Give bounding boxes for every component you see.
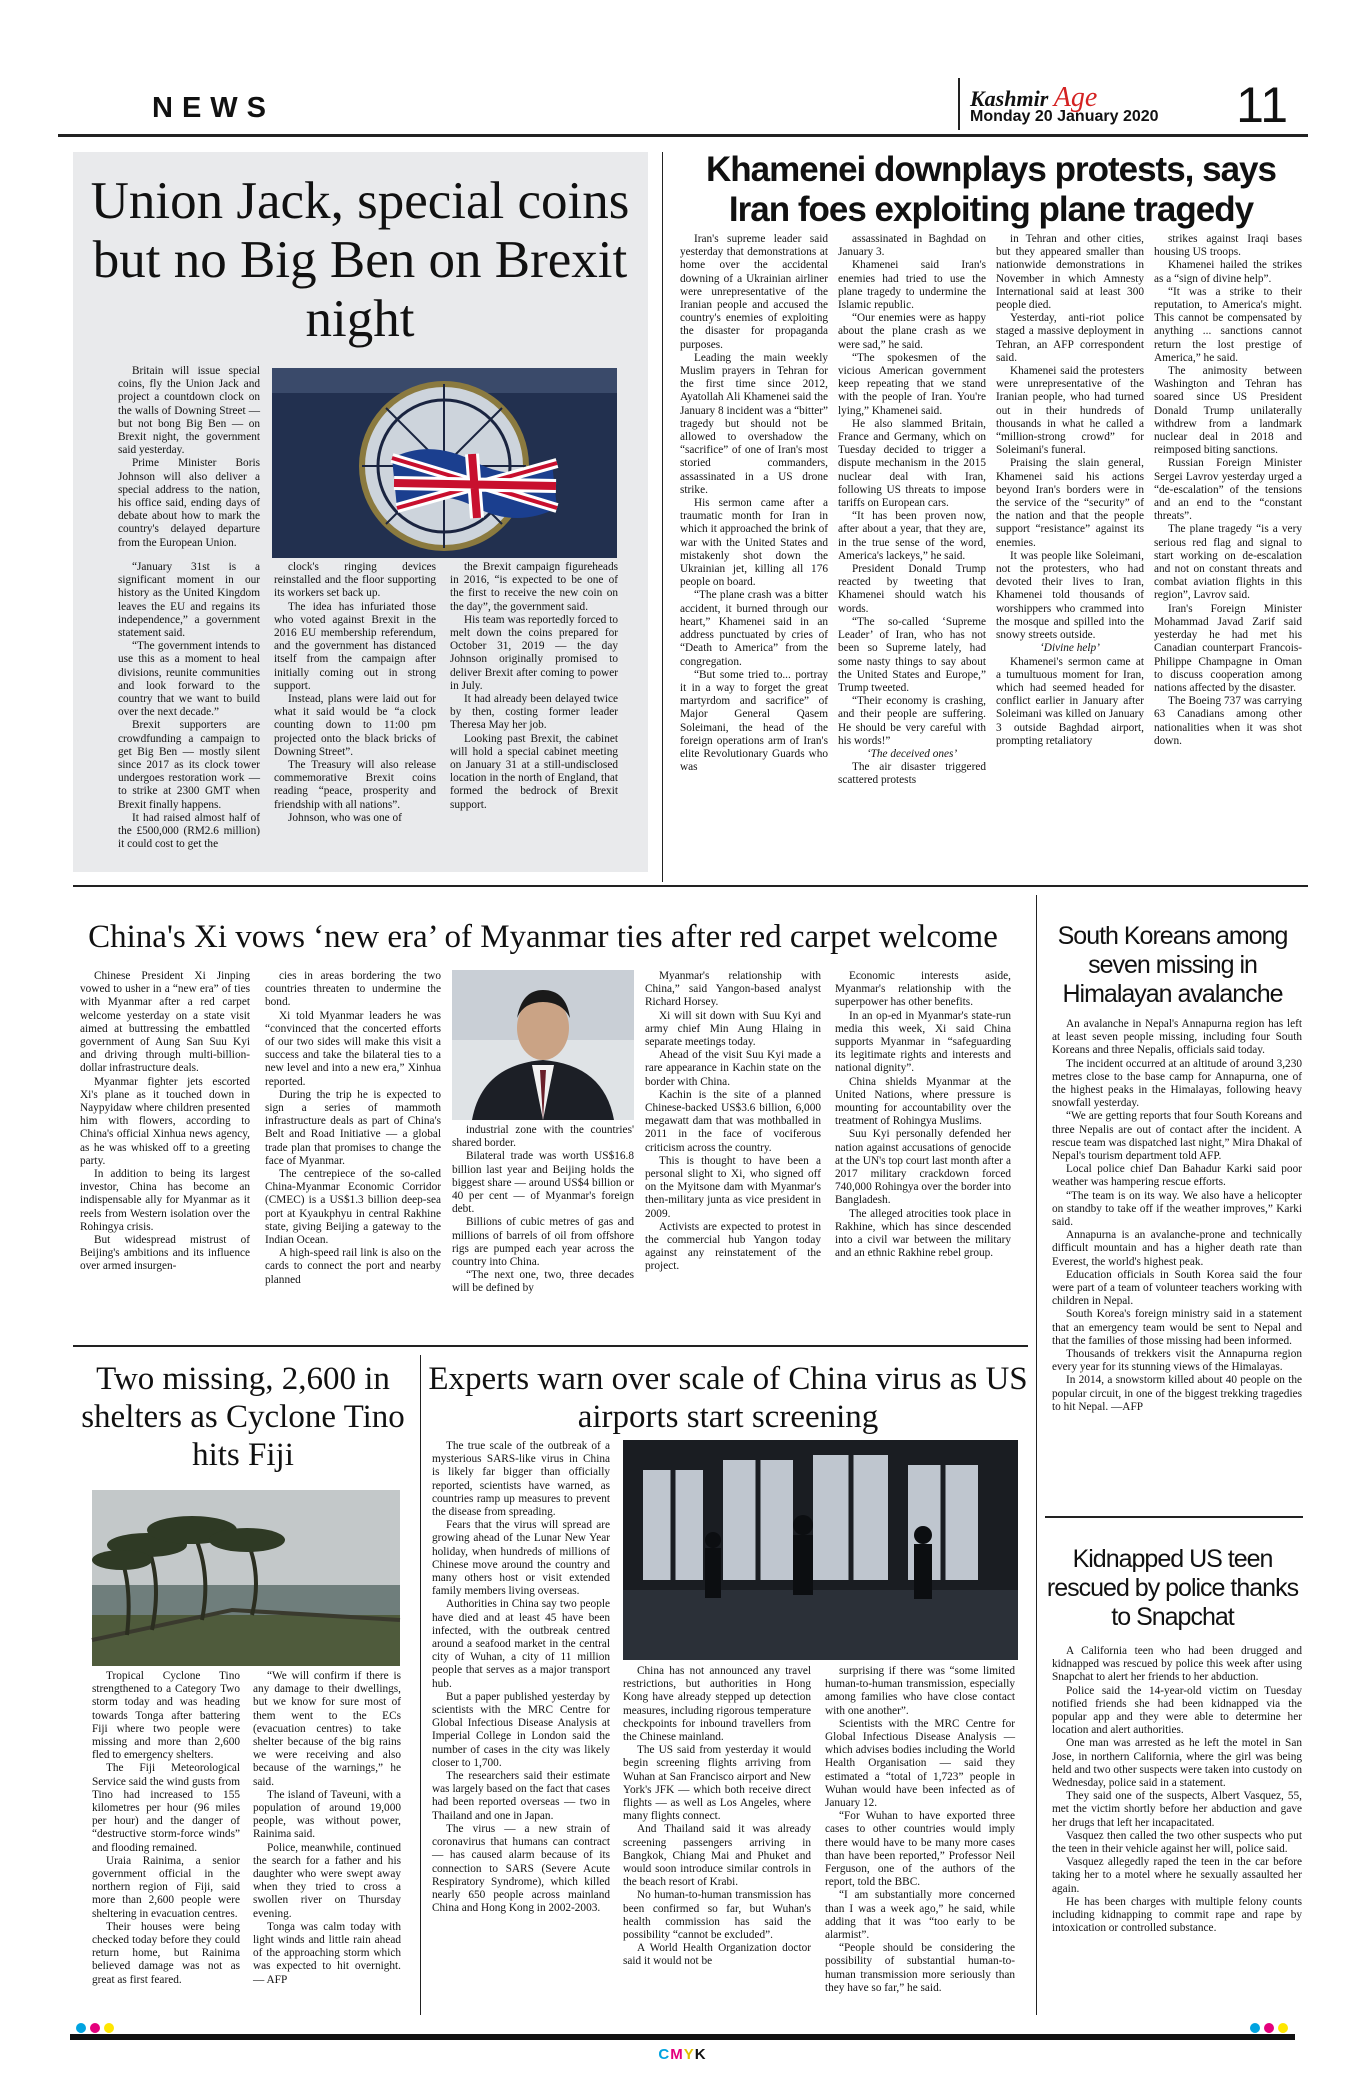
paragraph: industrial zone with the countries' shared border.	[452, 1124, 634, 1150]
paragraph: Yesterday, anti-riot police staged a massive deployment in Tehran, an AFP correspondent said.	[996, 312, 1144, 364]
paragraph: The virus — a new strain of coronavirus that humans can contract — has caused alarm because of its connection to SARS (Severe Acute Respiratory Syndrome), which killed nearly 650 people across mainland China and Hong Kong in 2002-2003.	[432, 1822, 610, 1915]
paragraph: But a paper published yesterday by scientists with the MRC Centre for Global Infectious Disease Analysis at Imperial College in London said the number of cases in the city was likely closer to 1,700.	[432, 1690, 610, 1769]
column-rule-3	[420, 1355, 421, 2015]
paragraph: Praising the slain general, Khamenei said his actions beyond Iran's borders were in the service of the “security” of the nation and that the people support “resistance” against its enemies.	[996, 457, 1144, 549]
paragraph: The idea has infuriated those who voted against Brexit in the 2016 EU membership referendum, and the government has distanced itself from the campaign after initially coming out in strong support.	[274, 600, 436, 692]
virus-col-1	[432, 1440, 610, 2015]
issue-date: Monday 20 January 2020	[970, 108, 1159, 125]
paragraph: Britain will issue special coins, fly the Union Jack and project a countdown clock on the walls of Downing Street — but not bong Big Ben — on Brexit night, the government said yesterday.	[118, 365, 260, 457]
row-rule-2	[73, 1345, 1028, 1347]
big-ben-clock-photo	[272, 368, 617, 558]
paragraph: President Donald Trump reacted by tweeting that Khamenei should watch his words.	[838, 563, 986, 615]
paragraph: And Thailand said it was already screening passengers arriving in Bangkok, Chiang Mai and Phuket and would soon introduce similar controls in the beach resort of Krabi.	[623, 1823, 811, 1889]
cmyk-mark: CMYK	[658, 2046, 707, 2063]
brexit-col-3	[450, 561, 618, 866]
paragraph: No human-to-human transmission has been confirmed so far, but Wuhan's health commission has said the possibility “cannot be excluded”.	[623, 1889, 811, 1942]
paragraph: A World Health Organization doctor said it would not be	[623, 1942, 811, 1968]
fiji-col-1	[92, 1670, 240, 2015]
paragraph: Billions of cubic metres of gas and millions of barrels of oil from offshore rigs are pumped each year across the country into China.	[452, 1216, 634, 1269]
paragraph: Prime Minister Boris Johnson will also deliver a special address to the nation, his office said, ending days of debate about how to mark the country's delayed departure from the European Union.	[118, 457, 260, 549]
paragraph: “It was a strike to their reputation, to America's might. This cannot be compensated by anything ... sanctions cannot return the lost prestige of America,” he said.	[1154, 285, 1302, 364]
paragraph: They said one of the suspects, Albert Vasquez, 55, met the victim shortly before her abduction and gave her drugs that left her incapacitated.	[1052, 1790, 1302, 1829]
paragraph: “The plane crash was a bitter accident, it burned through our heart,” Khamenei said in an address punctuated by cries of “Death to America” from the congregation.	[680, 589, 828, 668]
paragraph: Activists are expected to protest in the commercial hub Yangon today against any reinstatement of the project.	[645, 1220, 821, 1273]
paragraph: Fears that the virus will spread are growing ahead of the Lunar New Year holiday, when hundreds of millions of Chinese move around the country and many others host or visit extended family members living overseas.	[432, 1519, 610, 1598]
paragraph: Iran's supreme leader said yesterday that demonstrations at home over the accidental downing of a Ukrainian airliner were unrepresentative of the Iranian people and accused the country's enemies of exploiting the disaster for propaganda purposes.	[680, 233, 828, 351]
paragraph: Thousands of trekkers visit the Annapurna region every year for its stunning views of the Himalayas.	[1052, 1348, 1302, 1374]
brexit-col-1a	[118, 365, 260, 549]
paragraph: Suu Kyi personally defended her nation against accusations of genocide at the UN's top court last month after a 2017 military crackdown forced 740,000 Rohingya over the border into Bangladesh.	[835, 1128, 1011, 1207]
paragraph: Instead, plans were laid out for what it said would be “a clock counting down to 11:00 pm projected onto the black bricks of Downing Street”.	[274, 693, 436, 758]
paragraph: Their houses were being checked today before they could return home, but Rainima believed damage was not as great as first feared.	[92, 1920, 240, 1986]
paragraph: Uraia Rainima, a senior government official in the northern region of Fiji, said more than 2,600 people were sheltering in evacuation centres.	[92, 1854, 240, 1920]
paragraph: Chinese President Xi Jinping vowed to usher in a “new era” of ties with Myanmar after a red carpet welcome yesterday on a state visit aimed at buttressing the embattled government of Aung San Suu Kyi and driving through multi-billion-dollar infrastructure deals.	[80, 970, 250, 1075]
paragraph: Authorities in China say two people have died and at least 45 have been infected, with the outbreak centred around a seafood market in the central city of Wuhan, a city of 11 million people that serves as a major transport hub.	[432, 1598, 610, 1690]
paragraph: It had raised almost half of the £500,000 (RM2.6 million) it could cost to get the	[118, 811, 260, 851]
paragraph: the Brexit campaign figureheads in 2016, “is expected to be one of the first to receive the new coin on the day”, the government said.	[450, 561, 618, 613]
paragraph: An avalanche in Nepal's Annapurna region has left at least seven people missing, including four South Koreans and three Nepalis, officials said today.	[1052, 1018, 1302, 1057]
paragraph: “It has been proven now, after about a year, that they are, in the true sense of the word, America's lackeys,” he said.	[838, 510, 986, 562]
paragraph: A high-speed rail link is also on the cards to connect the port and nearby planned	[265, 1247, 441, 1286]
paragraph: Brexit supporters are crowdfunding a campaign to get Big Ben — mostly silent since 2017 as its clock tower undergoes restoration work — to strike at 2300 GMT when Brexit finally happens.	[118, 719, 260, 811]
paragraph: During the trip he is expected to sign a series of mammoth infrastructure deals as part of China's Belt and Road Initiative — a global trade plan that promises to change the face of Myanmar.	[265, 1088, 441, 1167]
paragraph: Russian Foreign Minister Sergei Lavrov yesterday urged a “de-escalation” of the tensions and an end to the “constant threats”.	[1154, 457, 1302, 523]
avalanche-col-1	[1052, 1018, 1302, 1488]
paragraph: The researchers said their estimate was largely based on the fact that cases had been reported overseas — two in Thailand and one in Japan.	[432, 1770, 610, 1822]
paragraph: clock's ringing devices reinstalled and the floor supporting its workers set back up.	[274, 561, 436, 600]
paragraph: Iran's Foreign Minister Mohammad Javad Zarif said yesterday he had met his Canadian counterpart Francois-Philippe Champagne in Oman to discuss cooperation among nations affected by the disaster.	[1154, 602, 1302, 694]
khamenei-col-4	[1154, 233, 1302, 881]
page-number: 11	[1236, 77, 1288, 133]
paragraph: “For Wuhan to have exported three cases to other countries would imply there would have to be many more cases than have been reported,” Professor Neil Ferguson, one of the authors of the report, told the BBC.	[825, 1810, 1015, 1889]
paragraph: Police, meanwhile, continued the search for a father and his daughter who were swept away when they tried to cross a swollen river on Thursday evening.	[253, 1841, 401, 1920]
paragraph: In addition to being its largest investor, China has become an indispensable ally for Myanmar as it reels from Western isolation over the Rohingya crisis.	[80, 1168, 250, 1233]
paragraph: “Our enemies were as happy about the plane crash as we were sad,” he said.	[838, 312, 986, 351]
cyan-mark-right	[1250, 2023, 1260, 2033]
paragraph: “The next one, two, three decades will be defined by	[452, 1269, 634, 1295]
paragraph: Looking past Brexit, the cabinet will hold a special cabinet meeting on January 31 at a still-undisclosed location in the north of England, that formed the bedrock of Brexit support.	[450, 732, 618, 811]
paragraph: A California teen who had been drugged and kidnapped was rescued by police this week after using Snapchat to alert her friends to her abduction.	[1052, 1645, 1302, 1684]
paragraph: “Their economy is crashing, and their people are suffering. He should be very careful with his words!”	[838, 695, 986, 747]
paragraph: Myanmar fighter jets escorted Xi's plane as it touched down in Naypyidaw where children presented him with flowers, according to China's official Xinhua news agency, as he was whisked off to a greeting party.	[80, 1075, 250, 1167]
paragraph: The Treasury will also release commemorative Brexit coins reading “peace, prosperity and friendship with all nations”.	[274, 759, 436, 811]
paragraph: “The team is on its way. We also have a helicopter on standby to take off if the weather improves,” Karki said.	[1052, 1189, 1302, 1229]
paragraph: ‘Divine help’	[1040, 642, 1100, 655]
paragraph: The true scale of the outbreak of a mysterious SARS-like virus in China is likely far bigger than officially reported, scientists have warned, as countries ramp up measures to prevent the disease from spreading.	[432, 1440, 610, 1519]
row-rule	[73, 885, 1308, 887]
xi-col-1	[80, 970, 250, 1338]
paragraph: ‘The deceived ones’	[866, 747, 958, 760]
paragraph: Economic interests aside, Myanmar's relationship with the superpower has other benefits.	[835, 970, 1011, 1009]
virus-col-3	[825, 1665, 1015, 2015]
brexit-col-1b	[118, 561, 260, 866]
paragraph: Education officials in South Korea said the four were part of a team of volunteer teachers working with children in Nepal.	[1052, 1268, 1302, 1308]
paragraph: surprising if there was “some limited human-to-human transmission, especially among families who have close contact with one another”.	[825, 1665, 1015, 1717]
virus-col-2	[623, 1665, 811, 2015]
section-label: NEWS	[152, 92, 275, 124]
right-column-rule	[1036, 895, 1037, 2015]
paragraph: The plane tragedy “is a very serious red flag and signal to start working on de-escalation and not on constant threats and combat aviation flights in this region”, Lavrov said.	[1154, 523, 1302, 602]
paragraph: In 2014, a snowstorm killed about 40 people on the popular circuit, in one of the biggest trekking tragedies to hit Nepal. —AFP	[1052, 1374, 1302, 1413]
paragraph: His sermon came after a traumatic month for Iran in which it approached the brink of war with the United States and mistakenly shot down the Ukrainian jet, killing all 176 people on board.	[680, 497, 828, 589]
paragraph: “I am substantially more concerned than I was a week ago,” he said, while adding that it was “too early to be alarmist”.	[825, 1889, 1015, 1942]
khamenei-col-3	[996, 233, 1144, 881]
paragraph: “People should be considering the possibility of substantial human-to-human transmission more seriously than they have so far,” he said.	[825, 1942, 1015, 1994]
paragraph: The animosity between Washington and Tehran has soared since US President Donald Trump unilaterally withdrew from a landmark nuclear deal in 2018 and reimposed biting sanctions.	[1154, 365, 1302, 457]
brexit-headline: Union Jack, special coins but no Big Ben on Brexit night	[90, 172, 630, 348]
fiji-col-2	[253, 1670, 401, 2015]
paragraph: Scientists with the MRC Centre for Global Infectious Disease Analysis — which advises bodies including the World Health Organisation — said they estimated a “total of 1,723” people in Wuhan would have been infected as of January 12.	[825, 1717, 1015, 1810]
paragraph: Police said the 14-year-old victim on Tuesday notified friends she had been kidnapped via the popular app and they were able to determine her location and alert authorities.	[1052, 1684, 1302, 1737]
paragraph: Annapurna is an avalanche-prone and technically difficult mountain and has a higher death rate than Everest, the world's highest peak.	[1052, 1229, 1302, 1268]
yellow-mark	[104, 2023, 114, 2033]
brand-logo: Kashmir Age	[970, 82, 1098, 113]
xi-col-2	[265, 970, 441, 1338]
xi-jinping-photo	[452, 970, 634, 1120]
paragraph: Myanmar's relationship with China,” said Yangon-based analyst Richard Horsey.	[645, 970, 821, 1009]
paragraph: “We are getting reports that four South Koreans and three Nepalis are out of contact after the incident. A rescue team was dispatched last night,” Mira Dhakal of Nepal's tourism department told AFP.	[1052, 1110, 1303, 1163]
row-rule-3	[1045, 1516, 1303, 1518]
brexit-col-2	[274, 561, 436, 866]
airport-silhouettes-photo	[623, 1440, 1018, 1660]
paragraph: The alleged atrocities took place in Rakhine, which has since descended into a civil war between the military and an ethnic Rakhine rebel group.	[835, 1207, 1011, 1260]
paragraph: Khamenei said Iran's enemies had tried to use the plane tragedy to undermine the Islamic republic.	[838, 259, 986, 312]
xi-col-4	[645, 970, 821, 1338]
paragraph: In an op-ed in Myanmar's state-run media this week, Xi said China supports Myanmar in “safeguarding its legitimate rights and interests and national dignity”.	[835, 1009, 1011, 1075]
paragraph: Khamenei hailed the strikes as a “sign of divine help”.	[1154, 259, 1302, 285]
paragraph: Ahead of the visit Suu Kyi made a rare appearance in Kachin state on the border with China.	[645, 1049, 821, 1088]
magenta-mark-right	[1264, 2023, 1274, 2033]
xi-col-3	[452, 1124, 634, 1338]
magenta-mark	[90, 2023, 100, 2033]
masthead	[958, 77, 1290, 133]
paragraph: The Boeing 737 was carrying 63 Canadians among other nationalities when it was shot down.	[1154, 695, 1302, 747]
paragraph: assassinated in Baghdad on January 3.	[838, 233, 986, 259]
paragraph: Tonga was calm today with light winds and little rain ahead of the approaching storm which was expected to hit overnight. — AFP	[253, 1920, 401, 1986]
paragraph: South Korea's foreign ministry said in a statement that an emergency team would be sent to Nepal and that the families of those missing had been informed.	[1052, 1308, 1302, 1347]
header-rule	[58, 134, 1308, 137]
snapchat-col-1	[1052, 1645, 1302, 2017]
paragraph: The US said from yesterday it would begin screening flights arriving from Wuhan at San Francisco airport and New York's JFK — which both receive direct flights — as well as Los Angeles, where many flights connect.	[623, 1744, 811, 1823]
khamenei-headline: Khamenei downplays protests, says Iran foes exploiting plane tragedy	[706, 150, 1276, 229]
cyan-mark	[76, 2023, 86, 2033]
fiji-headline: Two missing, 2,600 in shelters as Cyclone Tino hits Fiji	[81, 1361, 405, 1473]
paragraph: “But some tried to... portray it in a way to forget the great martyrdom and sacrifice” of Major General Qasem Soleimani, the head of the foreign operations arm of Iran's elite Revolutionary Guards who was	[680, 668, 828, 774]
paragraph: in Tehran and other cities, but they appeared smaller than nationwide demonstrations in November in which Amnesty International said at least 300 people died.	[996, 233, 1144, 312]
paragraph: It was people like Soleimani, not the protesters, who had devoted their lives to Iran, Khamenei told thousands of worshippers who crammed into the mosque and spilled into the snowy streets outside.	[996, 549, 1144, 642]
paragraph: “The spokesmen of the vicious American government keep repeating that we stand with the people of Iran. You're lying,” Khamenei said.	[838, 351, 986, 417]
paragraph: Xi will sit down with Suu Kyi and army chief Min Aung Hlaing in separate meetings today.	[645, 1009, 821, 1049]
paragraph: The air disaster triggered scattered protests	[838, 761, 986, 787]
paragraph: Bilateral trade was worth US$16.8 billion last year and Beijing holds the biggest share — around US$4 billion or 40 per cent — of Myanmar's foreign debt.	[452, 1150, 634, 1216]
khamenei-col-2	[838, 233, 986, 881]
paragraph: Vasquez allegedly raped the teen in the car before taking her to a motel where he sexually assaulted her again.	[1052, 1856, 1302, 1895]
paragraph: He also slammed Britain, France and Germany, which on Tuesday decided to trigger a dispute mechanism in the 2015 nuclear deal with Iran, following US threats to impose tariffs on European cars.	[838, 417, 986, 510]
paragraph: Xi told Myanmar leaders he was “convinced that the concerted efforts of our two sides will make this visit a success and take the bilateral ties to a new level and into a new era,” Xinhua reported.	[265, 1009, 441, 1088]
avalanche-headline: South Koreans among seven missing in Himalayan avalanche	[1057, 922, 1288, 1008]
paragraph: This is thought to have been a personal slight to Xi, who signed off on the Myitsone dam with Myanmar's then-military junta as vice president in 2009.	[645, 1154, 821, 1220]
registration-bar	[70, 2034, 1295, 2040]
paragraph: He has been charges with multiple felony counts including kidnapping to commit rape and rape by intoxication or controlled substance.	[1052, 1895, 1302, 1935]
paragraph: Tropical Cyclone Tino strengthened to a Category Two storm today and was heading towards Tonga after battering Fiji where two people were missing and more than 2,600 fled to emergency shelters.	[92, 1670, 240, 1762]
cyclone-palm-trees-photo	[92, 1490, 400, 1666]
virus-headline: Experts warn over scale of China virus as US airports start screening	[428, 1361, 1028, 1435]
paragraph: One man was arrested as he left the motel in San Jose, in northern California, where the girl was being held and two other suspects were taken into custody on Wednesday, police said in a statement.	[1052, 1737, 1302, 1790]
paragraph: Vasquez then called the two other suspects who put the teen in their vehicle against her will, police said.	[1052, 1829, 1302, 1856]
paragraph: The incident occurred at an altitude of around 3,230 metres close to the base camp for Annapurna, one of the highest peaks in the Himalayas, following heavy snowfall yesterday.	[1052, 1057, 1302, 1110]
paragraph: “The government intends to use this as a moment to heal divisions, reunite communities and look forward to the country that we want to build over the next decade.”	[118, 640, 260, 719]
khamenei-col-1	[680, 233, 828, 881]
paragraph: China shields Myanmar at the United Nations, where pressure is mounting for accountability over the treatment of Rohingya Muslims.	[835, 1075, 1011, 1128]
snapchat-headline: Kidnapped US teen rescued by police thanks to Snapchat	[1046, 1545, 1299, 1631]
paragraph: His team was reportedly forced to melt down the coins prepared for October 31, 2019 — the day Johnson originally promised to deliver Brexit after coming to power in July.	[450, 613, 618, 692]
paragraph: The centrepiece of the so-called China-Myanmar Economic Corridor (CMEC) is a US$1.3 billion deep-sea port at Kyaukphyu in central Rakhine state, giving Beijing a gateway to the Indian Ocean.	[265, 1168, 441, 1247]
paragraph: Khamenei said the protesters were unrepresentative of the Iranian people, who had turned out in their hundreds of thousands in what he called a “million-strong crowd” for Soleimani's funeral.	[996, 365, 1144, 457]
paragraph: strikes against Iraqi bases housing US troops.	[1154, 233, 1302, 259]
paragraph: Johnson, who was one of	[288, 811, 402, 824]
yellow-mark-right	[1278, 2023, 1288, 2033]
paragraph: “We will confirm if there is any damage to their dwellings, but we know for sure most of them went to the ECs (evacuation centres) to take shelter because of the big rains we were receiving and also because of the warnings,” he said.	[253, 1670, 401, 1788]
xi-myanmar-headline: China's Xi vows ‘new era’ of Myanmar ties after red carpet welcome	[88, 919, 998, 955]
paragraph: The island of Taveuni, with a population of around 19,000 people, was without power, Rainima said.	[253, 1788, 401, 1841]
paragraph: It had already been delayed twice by then, costing former leader Theresa May her job.	[450, 693, 618, 732]
paragraph: Leading the main weekly Muslim prayers in Tehran for the first time since 2012, Ayatollah Ali Khamenei said the January 8 incident was a “bitter” tragedy but should not be allowed to overshadow the “sacrifice” of one of Iran's most storied commanders, assassinated in a US drone strike.	[680, 351, 828, 496]
paragraph: Kachin is the site of a planned Chinese-backed US$3.6 billion, 6,000 megawatt dam that was mothballed in 2011 in the face of vociferous criticism across the country.	[645, 1088, 821, 1154]
paragraph: cies in areas bordering the two countries threaten to undermine the bond.	[265, 970, 441, 1009]
paragraph: Khamenei's sermon came at a tumultuous moment for Iran, which had seemed headed for conflict earlier in January after Soleimani was killed on January 3 outside Baghdad airport, prompting retaliatory	[996, 655, 1144, 747]
xi-col-5	[835, 970, 1011, 1338]
paragraph: Local police chief Dan Bahadur Karki said poor weather was hampering rescue efforts.	[1052, 1163, 1302, 1189]
paragraph: “January 31st is a significant moment in our history as the United Kingdom leaves the EU and regains its independence,” a government statement said.	[118, 561, 260, 640]
paragraph: But widespread mistrust of Beijing's ambitions and its influence over armed insurgen-	[80, 1234, 250, 1273]
paragraph: The Fiji Meteorological Service said the wind gusts from Tino had increased to 155 kilometres per hour (96 miles per hour) and the danger of “destructive storm-force winds” and flooding remained.	[92, 1762, 240, 1854]
paragraph: “The so-called ‘Supreme Leader’ of Iran, who has not been so Supreme lately, had some nasty things to say about the United States and Europe,” Trump tweeted.	[838, 615, 986, 694]
column-rule	[662, 152, 663, 882]
paragraph: China has not announced any travel restrictions, but authorities in Hong Kong have already stepped up detection measures, including rigorous temperature checkpoints for inbound travellers from the Chinese mainland.	[623, 1665, 811, 1744]
